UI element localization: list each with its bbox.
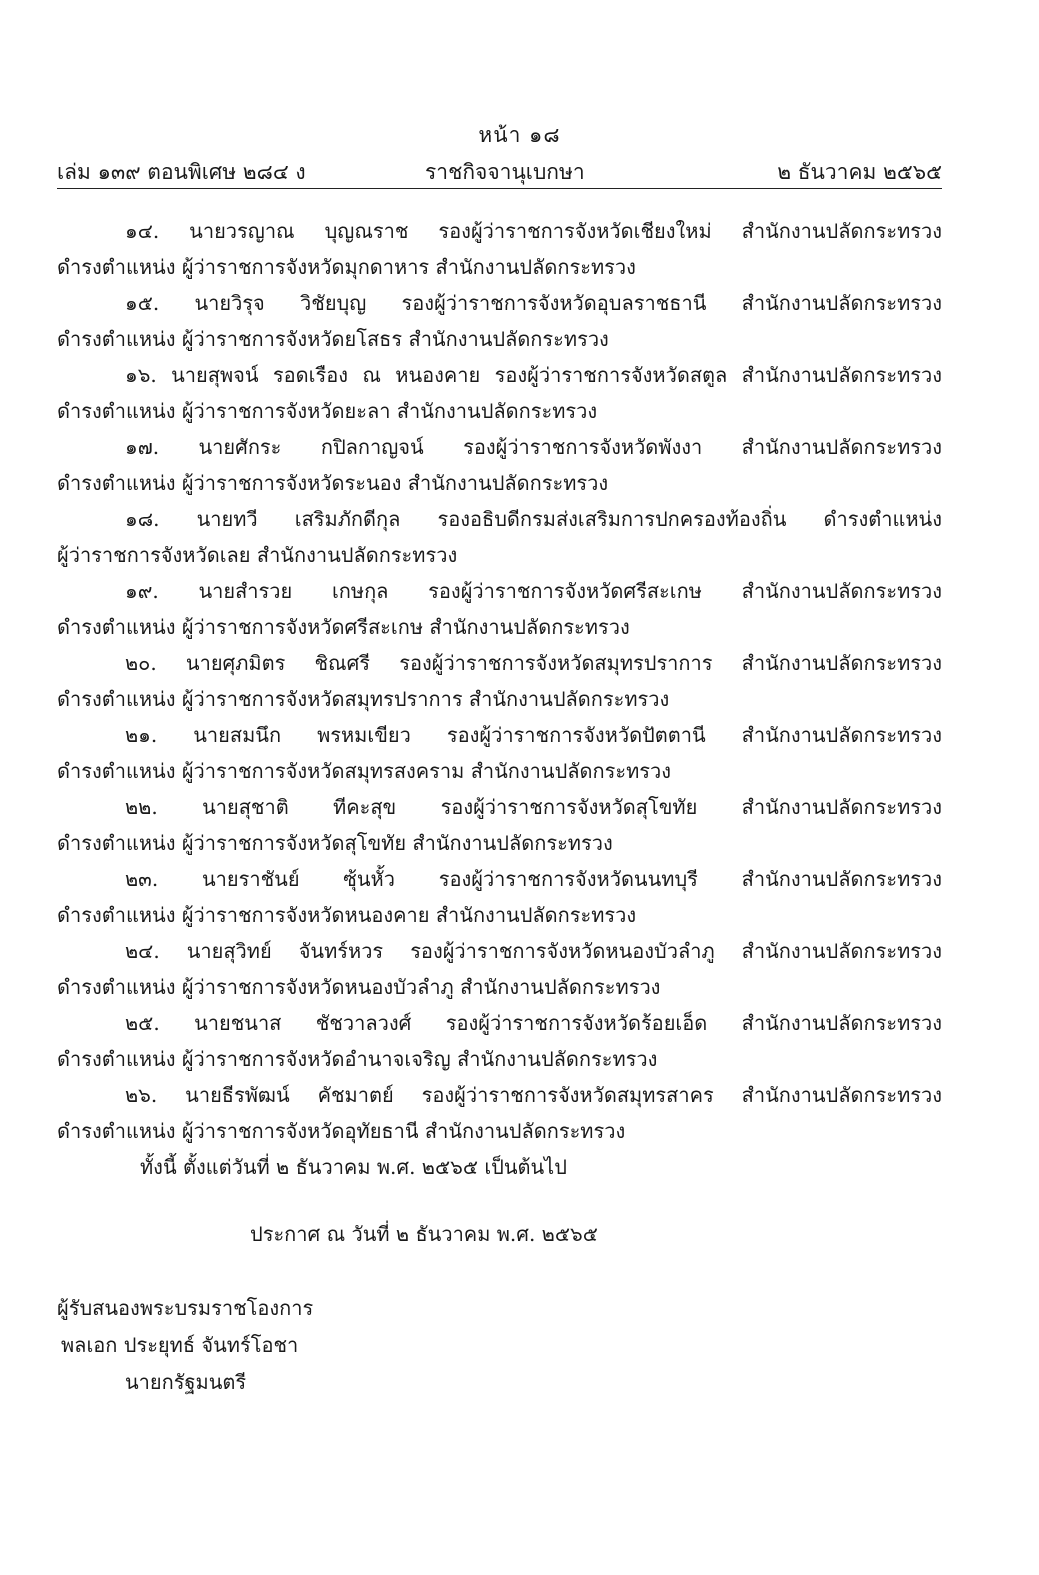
- entry-line-2: ดำรงตำแหน่ง ผู้ว่าราชการจังหวัดอำนาจเจริญ สำนักงานปลัดกระทรวง: [57, 1047, 658, 1071]
- countersign-label: ผู้รับสนองพระบรมราชโองการ: [57, 1296, 314, 1320]
- appointment-entry: [57, 429, 942, 501]
- entry-line-1: ๒๔. นายสุวิทย์ จันทร์หวร รองผู้ว่าราชการจังหวัดหนองบัวลำภู สำนักงานปลัดกระทรวง: [125, 939, 942, 963]
- gazette-header: [57, 156, 942, 189]
- entry-line-1: ๒๒. นายสุชาติ ทีคะสุข รองผู้ว่าราชการจังหวัดสุโขทัย สำนักงานปลัดกระทรวง: [125, 795, 942, 819]
- entry-line-2: ดำรงตำแหน่ง ผู้ว่าราชการจังหวัดสมุทรปราการ สำนักงานปลัดกระทรวง: [57, 687, 670, 711]
- entry-line-2: ดำรงตำแหน่ง ผู้ว่าราชการจังหวัดสุโขทัย สำนักงานปลัดกระทรวง: [57, 831, 613, 855]
- appointment-entry: [57, 501, 942, 573]
- appointment-entry: [57, 1077, 942, 1149]
- effective-date-clause: ทั้งนี้ ตั้งแต่วันที่ ๒ ธันวาคม พ.ศ. ๒๕๖๕ เป็นต้นไป: [140, 1155, 567, 1179]
- entry-line-1: ๑๗. นายศักระ กปิลกาญจน์ รองผู้ว่าราชการจังหวัดพังงา สำนักงานปลัดกระทรวง: [125, 435, 942, 459]
- appointment-entry: [57, 1005, 942, 1077]
- signatory-name: พลเอก ประยุทธ์ จันทร์โอชา: [61, 1333, 299, 1357]
- publication-title: ราชกิจจานุเบกษา: [425, 160, 585, 184]
- entry-line-2: ดำรงตำแหน่ง ผู้ว่าราชการจังหวัดศรีสะเกษ สำนักงานปลัดกระทรวง: [57, 615, 630, 639]
- signature-block: [57, 1290, 313, 1401]
- appointment-entry: [57, 213, 942, 285]
- entry-line-1: ๑๙. นายสำรวย เกษกุล รองผู้ว่าราชการจังหวัดศรีสะเกษ สำนักงานปลัดกระทรวง: [125, 579, 942, 603]
- entry-line-1: ๑๕. นายวิรุจ วิชัยบุญ รองผู้ว่าราชการจังหวัดอุบลราชธานี สำนักงานปลัดกระทรวง: [125, 291, 942, 315]
- page-number: หน้า ๑๘: [478, 123, 561, 147]
- appointment-entry: [57, 717, 942, 789]
- appointment-entry: [57, 357, 942, 429]
- appointment-entry: [57, 789, 942, 861]
- entry-line-1: ๒๕. นายชนาส ชัชวาลวงศ์ รองผู้ว่าราชการจังหวัดร้อยเอ็ด สำนักงานปลัดกระทรวง: [125, 1011, 942, 1035]
- entry-line-2: ดำรงตำแหน่ง ผู้ว่าราชการจังหวัดยะลา สำนักงานปลัดกระทรวง: [57, 399, 598, 423]
- appointment-entry: [57, 645, 942, 717]
- publication-date: ๒ ธันวาคม ๒๕๖๕: [777, 160, 942, 184]
- entry-line-1: ๒๖. นายธีรพัฒน์ คัชมาตย์ รองผู้ว่าราชการจังหวัดสมุทรสาคร สำนักงานปลัดกระทรวง: [125, 1083, 942, 1107]
- entry-line-1: ๒๐. นายศุภมิตร ชิณศรี รองผู้ว่าราชการจังหวัดสมุทรปราการ สำนักงานปลัดกระทรวง: [125, 651, 942, 675]
- entry-line-2: ดำรงตำแหน่ง ผู้ว่าราชการจังหวัดสมุทรสงคราม สำนักงานปลัดกระทรวง: [57, 759, 672, 783]
- signatory-position: นายกรัฐมนตรี: [125, 1370, 247, 1394]
- entry-line-1: ๒๑. นายสมนึก พรหมเขียว รองผู้ว่าราชการจังหวัดปัตตานี สำนักงานปลัดกระทรวง: [125, 723, 942, 747]
- entry-line-2: ดำรงตำแหน่ง ผู้ว่าราชการจังหวัดอุทัยธานี สำนักงานปลัดกระทรวง: [57, 1119, 626, 1143]
- entry-line-2: ดำรงตำแหน่ง ผู้ว่าราชการจังหวัดหนองคาย สำนักงานปลัดกระทรวง: [57, 903, 637, 927]
- appointment-entry: [57, 573, 942, 645]
- entry-line-2: ดำรงตำแหน่ง ผู้ว่าราชการจังหวัดหนองบัวลำภู สำนักงานปลัดกระทรวง: [57, 975, 661, 999]
- entry-line-2: ดำรงตำแหน่ง ผู้ว่าราชการจังหวัดระนอง สำนักงานปลัดกระทรวง: [57, 471, 609, 495]
- entry-line-1: ๑๖. นายสุพจน์ รอดเรือง ณ หนองคาย รองผู้ว่าราชการจังหวัดสตูล สำนักงานปลัดกระทรวง: [125, 363, 942, 387]
- entry-line-2: ดำรงตำแหน่ง ผู้ว่าราชการจังหวัดยโสธร สำนักงานปลัดกระทรวง: [57, 327, 609, 351]
- entry-line-2: ผู้ว่าราชการจังหวัดเลย สำนักงานปลัดกระทรวง: [57, 543, 458, 567]
- proclamation-date: ประกาศ ณ วันที่ ๒ ธันวาคม พ.ศ. ๒๕๖๕: [250, 1222, 598, 1246]
- entry-line-1: ๑๔. นายวรญาณ บุญณราช รองผู้ว่าราชการจังหวัดเชียงใหม่ สำนักงานปลัดกระทรวง: [125, 219, 942, 243]
- entry-line-1: ๒๓. นายราชันย์ ซุ้นหั้ว รองผู้ว่าราชการจังหวัดนนทบุรี สำนักงานปลัดกระทรวง: [125, 867, 942, 891]
- entry-line-2: ดำรงตำแหน่ง ผู้ว่าราชการจังหวัดมุกดาหาร สำนักงานปลัดกระทรวง: [57, 255, 636, 279]
- appointment-entry: [57, 285, 942, 357]
- appointment-entry: [57, 861, 942, 933]
- volume-info: เล่ม ๑๓๙ ตอนพิเศษ ๒๘๔ ง: [57, 160, 306, 184]
- document-body: [57, 213, 942, 1185]
- appointment-entry: [57, 933, 942, 1005]
- entry-line-1: ๑๘. นายทวี เสริมภักดีกุล รองอธิบดีกรมส่งเสริมการปกครองท้องถิ่น ดำรงตำแหน่ง: [125, 507, 942, 531]
